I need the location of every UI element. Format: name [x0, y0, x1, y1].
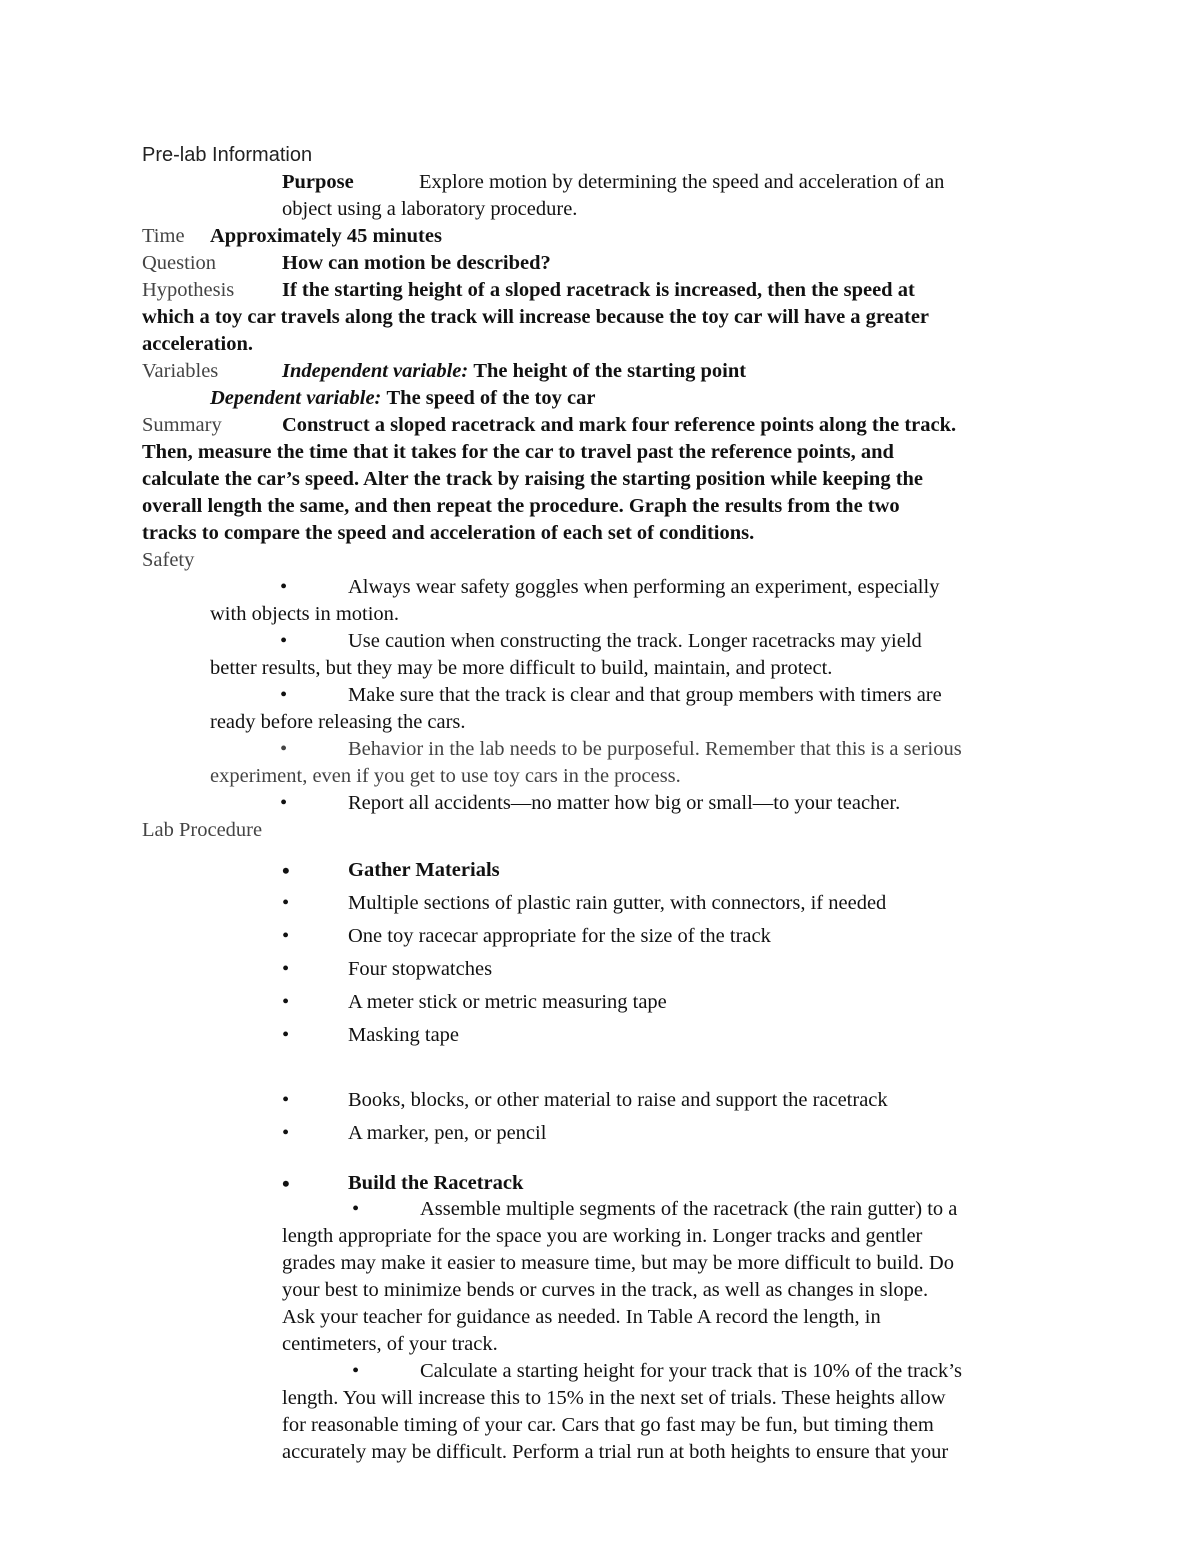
- safety-item-line1: Report all accidents—no matter how big or small—to your teacher.: [348, 792, 901, 814]
- material-item: [142, 953, 1062, 986]
- material-text: Books, blocks, or other material to raise and support the racetrack: [348, 1089, 888, 1111]
- build-step-line: length appropriate for the space you are working in. Longer tracks and gentler: [282, 1225, 923, 1247]
- bullet-icon: •: [282, 858, 290, 883]
- build-step-line: accurately may be difficult. Perform a trial run at both heights to ensure that your: [282, 1441, 949, 1463]
- build-step-line: your best to minimize bends or curves in the track, as well as changes in slope.: [282, 1279, 929, 1301]
- bullet-icon: •: [352, 1360, 360, 1382]
- time-label: Time: [142, 225, 185, 247]
- purpose-row: [142, 169, 1062, 196]
- gather-materials-heading: Gather Materials: [348, 859, 500, 881]
- time-row: [142, 223, 1062, 250]
- build-step-line1: Assemble multiple segments of the racetrack (the rain gutter) to a: [420, 1198, 958, 1220]
- bullet-icon: •: [282, 958, 290, 980]
- build-step-line: Ask your teacher for guidance as needed. In Table A record the length, in: [282, 1306, 881, 1328]
- bullet-icon: •: [282, 892, 290, 914]
- summary-line5: tracks to compare the speed and acceleration of each set of conditions.: [142, 522, 755, 544]
- bullet-icon: •: [280, 738, 288, 760]
- material-item: [142, 1019, 1062, 1052]
- material-text: A marker, pen, or pencil: [348, 1122, 547, 1144]
- summary-row: [142, 412, 1062, 439]
- material-text: One toy racecar appropriate for the size of the track: [348, 925, 771, 947]
- material-text: Multiple sections of plastic rain gutter, with connectors, if needed: [348, 892, 887, 914]
- bullet-icon: •: [280, 576, 288, 598]
- safety-item: [142, 682, 1062, 709]
- bullet-icon: •: [282, 1122, 290, 1144]
- material-item: [142, 920, 1062, 953]
- bullet-icon: •: [282, 1024, 290, 1046]
- material-text: A meter stick or metric measuring tape: [348, 991, 667, 1013]
- lab-procedure-label: Lab Procedure: [142, 819, 263, 841]
- build-step-line1: Calculate a starting height for your track that is 10% of the track’s: [420, 1360, 962, 1382]
- summary-line4: overall length the same, and then repeat the procedure. Graph the results from the two: [142, 495, 900, 517]
- question-label: Question: [142, 252, 217, 274]
- safety-item: [142, 736, 1062, 763]
- safety-item-line1: Make sure that the track is clear and that group members with timers are: [348, 684, 942, 706]
- time-value: Approximately 45 minutes: [210, 225, 442, 247]
- question-row: [142, 250, 1062, 277]
- build-step: [142, 1196, 1062, 1223]
- hypothesis-line2: which a toy car travels along the track will increase because the toy car will have a greater: [142, 306, 930, 328]
- bullet-icon: •: [352, 1198, 360, 1220]
- safety-item-line2: experiment, even if you get to use toy cars in the process.: [210, 765, 681, 787]
- purpose-label: Purpose: [282, 171, 354, 193]
- bullet-icon: •: [282, 1171, 290, 1196]
- variables-label: Variables: [142, 360, 219, 382]
- hypothesis-row: [142, 277, 1062, 304]
- safety-item-line1: Behavior in the lab needs to be purposeful. Remember that this is a serious: [348, 738, 962, 760]
- dependent-variable-row: [142, 385, 1062, 412]
- safety-item-line2: ready before releasing the cars.: [210, 711, 466, 733]
- hypothesis-line1: If the starting height of a sloped racetrack is increased, then the speed at: [282, 279, 915, 301]
- summary-line2: Then, measure the time that it takes for the car to travel past the reference points, and: [142, 441, 894, 463]
- material-text: Masking tape: [348, 1024, 460, 1046]
- build-racetrack-heading: Build the Racetrack: [348, 1172, 524, 1194]
- material-item: [142, 986, 1062, 1019]
- purpose-text-line1: Explore motion by determining the speed and acceleration of an: [419, 171, 945, 193]
- bullet-icon: •: [280, 792, 288, 814]
- material-item: [142, 1084, 1062, 1117]
- dependent-variable-value: The speed of the toy car: [386, 387, 596, 409]
- build-step: [142, 1358, 1062, 1385]
- question-value: How can motion be described?: [282, 252, 551, 274]
- bullet-icon: •: [282, 1089, 290, 1111]
- bullet-icon: •: [280, 684, 288, 706]
- independent-variable-value: The height of the starting point: [473, 360, 747, 382]
- gather-materials-heading-row: [142, 854, 1062, 887]
- build-step-line: grades may make it easier to measure time, but may be more difficult to build. Do: [282, 1252, 954, 1274]
- summary-label: Summary: [142, 414, 222, 436]
- document-body: [142, 142, 1062, 1466]
- material-text: Four stopwatches: [348, 958, 493, 980]
- independent-variable-label: Independent variable:: [282, 360, 469, 382]
- bullet-icon: •: [280, 630, 288, 652]
- independent-variable-row: [142, 358, 1062, 385]
- hypothesis-line3: acceleration.: [142, 333, 253, 355]
- bullet-icon: •: [282, 991, 290, 1013]
- build-step-line: for reasonable timing of your car. Cars that go fast may be fun, but timing them: [282, 1414, 934, 1436]
- material-item: [142, 1117, 1062, 1150]
- bullet-icon: •: [282, 925, 290, 947]
- safety-item-line2: with objects in motion.: [210, 603, 400, 625]
- hypothesis-label: Hypothesis: [142, 279, 235, 301]
- page-heading: Pre-lab Information: [142, 144, 313, 166]
- safety-item: [142, 628, 1062, 655]
- build-racetrack-heading-row: [142, 1167, 1062, 1196]
- safety-item: [142, 574, 1062, 601]
- build-step-line: centimeters, of your track.: [282, 1333, 498, 1355]
- summary-line3: calculate the car’s speed. Alter the track by raising the starting position while keeping the: [142, 468, 924, 490]
- safety-item-line1: Use caution when constructing the track. Longer racetracks may yield: [348, 630, 922, 652]
- material-item: [142, 887, 1062, 920]
- dependent-variable-label: Dependent variable:: [210, 387, 382, 409]
- summary-line1: Construct a sloped racetrack and mark four reference points along the track.: [282, 414, 957, 436]
- safety-item: [142, 790, 1062, 817]
- safety-item-line1: Always wear safety goggles when performing an experiment, especially: [348, 576, 940, 598]
- build-step-line: length. You will increase this to 15% in the next set of trials. These heights allow: [282, 1387, 946, 1409]
- safety-item-line2: better results, but they may be more difficult to build, maintain, and protect.: [210, 657, 833, 679]
- purpose-text-line2: object using a laboratory procedure.: [282, 198, 578, 220]
- safety-label: Safety: [142, 549, 195, 571]
